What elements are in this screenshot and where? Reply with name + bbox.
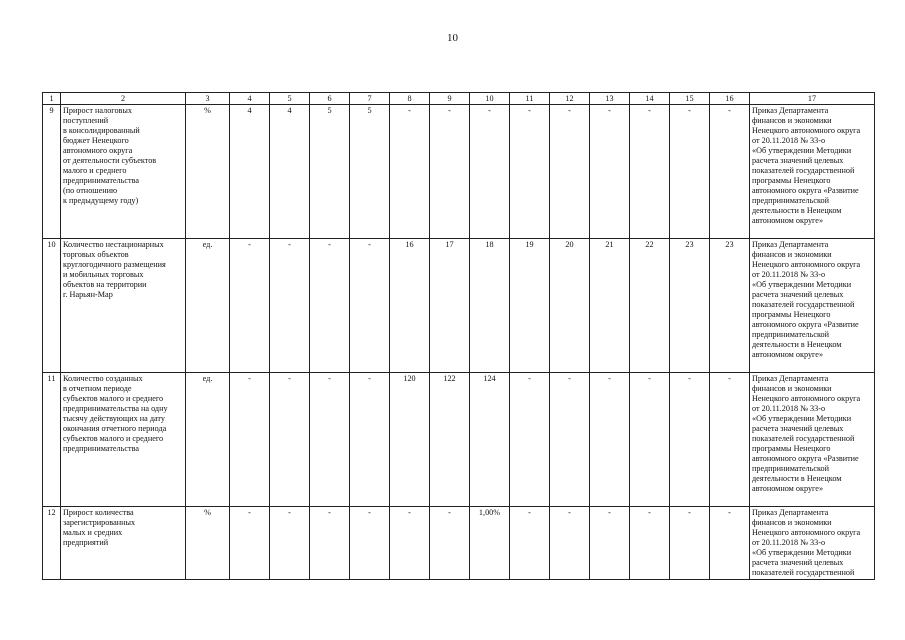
indicator-name-line: круглогодичного размещения (63, 260, 166, 269)
value-cell: - (510, 507, 550, 580)
legal-basis-line: автономном округе» (752, 484, 824, 493)
value-cell: - (710, 507, 750, 580)
value-cell: - (470, 105, 510, 239)
indicator-name-line: предприятий (63, 538, 109, 547)
legal-basis-line: автономном округе» (752, 350, 824, 359)
legal-basis-line: финансов и экономики (752, 116, 832, 125)
legal-basis-line: Приказ Департамента (752, 508, 829, 517)
legal-basis-line: «Об утверждении Методики (752, 280, 852, 289)
value-cell: - (310, 373, 350, 507)
value-cell: 124 (470, 373, 510, 507)
value-cell: - (670, 373, 710, 507)
legal-basis-line: предпринимательской (752, 464, 830, 473)
value-cell: - (350, 239, 390, 373)
value-cell: 4 (230, 105, 270, 239)
value-cell: - (270, 373, 310, 507)
legal-basis-line: предпринимательской (752, 330, 830, 339)
value-cell: 23 (670, 239, 710, 373)
indicator-name-line: предпринимательства (63, 444, 139, 453)
legal-basis-line: «Об утверждении Методики (752, 414, 852, 423)
row-number: 11 (43, 373, 61, 507)
legal-basis (750, 105, 875, 239)
value-cell: - (630, 105, 670, 239)
indicator-name-line: торговых объектов (63, 250, 129, 259)
header-cell: 7 (350, 93, 390, 105)
header-cell: 15 (670, 93, 710, 105)
indicator-name-line: субъектов малого и среднего (63, 434, 164, 443)
header-cell: 17 (750, 93, 875, 105)
legal-basis-line: предпринимательской (752, 196, 830, 205)
value-cell: - (550, 373, 590, 507)
value-cell: - (510, 105, 550, 239)
indicator-name-line: тысячу действующих на дату (63, 414, 165, 423)
legal-basis-line: «Об утверждении Методики (752, 146, 852, 155)
unit-cell: ед. (186, 373, 230, 507)
indicator-name-line: малых и средних (63, 528, 123, 537)
legal-basis-line: автономного округа «Развитие (752, 454, 859, 463)
legal-basis-line: Ненецкого автономного округа (752, 126, 861, 135)
indicator-name-line: автономного округа (63, 146, 133, 155)
value-cell: - (630, 507, 670, 580)
value-cell: 17 (430, 239, 470, 373)
legal-basis-line: программы Ненецкого (752, 310, 831, 319)
legal-basis-line: деятельности в Ненецком (752, 474, 842, 483)
unit-cell: % (186, 507, 230, 580)
row-number: 12 (43, 507, 61, 580)
legal-basis-line: Ненецкого автономного округа (752, 528, 861, 537)
indicator-name-line: г. Нарьян-Мар (63, 290, 113, 299)
indicator-name-line: Прирост количества (63, 508, 134, 517)
indicator-name (61, 239, 186, 373)
legal-basis-line: «Об утверждении Методики (752, 548, 852, 557)
indicator-name (61, 105, 186, 239)
legal-basis-line: Ненецкого автономного округа (752, 394, 861, 403)
value-cell: 16 (390, 239, 430, 373)
value-cell: 122 (430, 373, 470, 507)
legal-basis-line: Ненецкого автономного округа (752, 260, 861, 269)
legal-basis-line: расчета значений целевых (752, 424, 844, 433)
indicator-name (61, 373, 186, 507)
indicators-table (42, 92, 875, 580)
value-cell: 21 (590, 239, 630, 373)
value-cell: 4 (270, 105, 310, 239)
value-cell: - (310, 507, 350, 580)
legal-basis (750, 239, 875, 373)
header-cell: 5 (270, 93, 310, 105)
value-cell: - (630, 373, 670, 507)
legal-basis-line: от 20.11.2018 № 33-о (752, 404, 826, 413)
header-cell: 13 (590, 93, 630, 105)
header-cell: 10 (470, 93, 510, 105)
indicator-name-line: субъектов малого и среднего (63, 394, 164, 403)
header-cell: 9 (430, 93, 470, 105)
value-cell: - (230, 507, 270, 580)
indicator-name-line: в консолидированный (63, 126, 140, 135)
legal-basis-line: программы Ненецкого (752, 176, 831, 185)
legal-basis-line: расчета значений целевых (752, 558, 844, 567)
header-cell: 3 (186, 93, 230, 105)
legal-basis-line: от 20.11.2018 № 33-о (752, 136, 826, 145)
header-cell: 6 (310, 93, 350, 105)
value-cell: - (590, 507, 630, 580)
legal-basis-line: финансов и экономики (752, 250, 832, 259)
value-cell: 18 (470, 239, 510, 373)
legal-basis-line: программы Ненецкого (752, 444, 831, 453)
legal-basis-line: показателей государственной (752, 166, 855, 175)
value-cell: - (230, 373, 270, 507)
legal-basis-line: деятельности в Ненецком (752, 340, 842, 349)
header-cell: 11 (510, 93, 550, 105)
legal-basis-line: показателей государственной (752, 568, 855, 577)
indicator-name-line: предпринимательства на одну (63, 404, 168, 413)
value-cell: - (350, 507, 390, 580)
unit-cell: % (186, 105, 230, 239)
page-number: 10 (447, 32, 458, 44)
value-cell: - (510, 373, 550, 507)
row-number: 10 (43, 239, 61, 373)
legal-basis (750, 507, 875, 580)
legal-basis-line: финансов и экономики (752, 384, 832, 393)
indicator-name-line: и мобильных торговых (63, 270, 144, 279)
header-cell: 14 (630, 93, 670, 105)
table-row (43, 105, 875, 239)
value-cell: 120 (390, 373, 430, 507)
value-cell: - (230, 239, 270, 373)
header-cell: 1 (43, 93, 61, 105)
legal-basis-line: Приказ Департамента (752, 240, 829, 249)
value-cell: - (430, 105, 470, 239)
indicator-name-line: объектов на территории (63, 280, 147, 289)
value-cell: 22 (630, 239, 670, 373)
value-cell: 1,00% (470, 507, 510, 580)
value-cell: 23 (710, 239, 750, 373)
value-cell: - (670, 105, 710, 239)
legal-basis-line: расчета значений целевых (752, 290, 844, 299)
legal-basis-line: показателей государственной (752, 300, 855, 309)
row-number: 9 (43, 105, 61, 239)
indicator-name-line: поступлений (63, 116, 109, 125)
legal-basis-line: автономного округа «Развитие (752, 186, 859, 195)
value-cell: - (270, 507, 310, 580)
legal-basis (750, 373, 875, 507)
value-cell: - (390, 105, 430, 239)
indicator-name-line: от деятельности субъектов (63, 156, 157, 165)
legal-basis-line: от 20.11.2018 № 33-о (752, 538, 826, 547)
value-cell: - (710, 373, 750, 507)
value-cell: - (270, 239, 310, 373)
value-cell: - (350, 373, 390, 507)
unit-cell: ед. (186, 239, 230, 373)
value-cell: 19 (510, 239, 550, 373)
header-cell: 16 (710, 93, 750, 105)
indicator-name-line: окончания отчетного периода (63, 424, 167, 433)
value-cell: 5 (310, 105, 350, 239)
legal-basis-line: автономного округа «Развитие (752, 320, 859, 329)
legal-basis-line: финансов и экономики (752, 518, 832, 527)
value-cell: - (710, 105, 750, 239)
table-row (43, 507, 875, 580)
legal-basis-line: Приказ Департамента (752, 374, 829, 383)
legal-basis-line: расчета значений целевых (752, 156, 844, 165)
indicator-name-line: Количество созданных (63, 374, 143, 383)
value-cell: - (550, 105, 590, 239)
value-cell: 5 (350, 105, 390, 239)
table-row (43, 373, 875, 507)
header-cell: 4 (230, 93, 270, 105)
header-cell: 2 (61, 93, 186, 105)
legal-basis-line: Приказ Департамента (752, 106, 829, 115)
header-cell: 8 (390, 93, 430, 105)
table-row (43, 239, 875, 373)
value-cell: - (670, 507, 710, 580)
value-cell: - (590, 105, 630, 239)
indicator-name-line: бюджет Ненецкого (63, 136, 129, 145)
indicator-name-line: (по отношению (63, 186, 118, 195)
indicator-name-line: в отчетном периоде (63, 384, 132, 393)
legal-basis-line: от 20.11.2018 № 33-о (752, 270, 826, 279)
value-cell: - (590, 373, 630, 507)
value-cell: - (550, 507, 590, 580)
header-cell: 12 (550, 93, 590, 105)
legal-basis-line: деятельности в Ненецком (752, 206, 842, 215)
value-cell: 20 (550, 239, 590, 373)
indicator-name (61, 507, 186, 580)
header-row (43, 93, 875, 105)
value-cell: - (430, 507, 470, 580)
value-cell: - (390, 507, 430, 580)
indicator-name-line: Количество нестационарных (63, 240, 164, 249)
value-cell: - (310, 239, 350, 373)
legal-basis-line: автономном округе» (752, 216, 824, 225)
legal-basis-line: показателей государственной (752, 434, 855, 443)
indicator-name-line: к предыдущему году) (63, 196, 139, 205)
indicator-name-line: Прирост налоговых (63, 106, 133, 115)
indicator-name-line: зарегистрированных (63, 518, 136, 527)
indicator-name-line: предпринимательства (63, 176, 139, 185)
indicator-name-line: малого и среднего (63, 166, 127, 175)
